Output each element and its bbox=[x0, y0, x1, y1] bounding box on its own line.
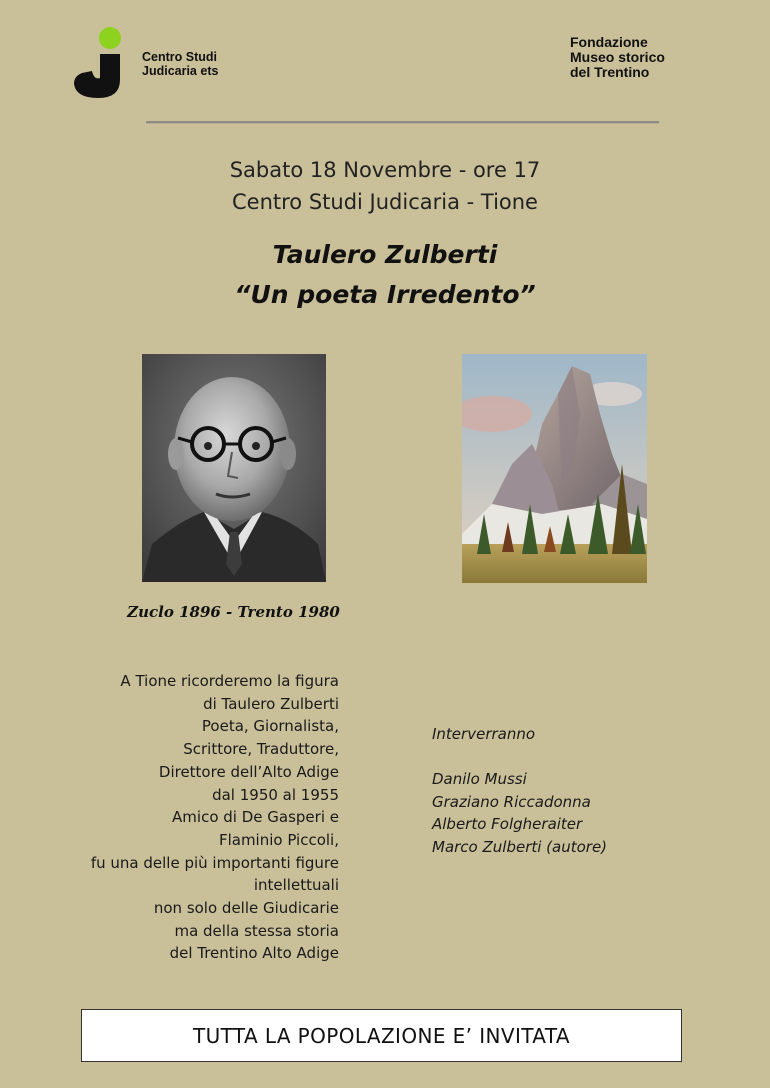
description bbox=[91, 670, 339, 965]
spacer bbox=[432, 746, 607, 769]
speaker-name: Marco Zulberti (autore) bbox=[432, 837, 608, 856]
header-divider bbox=[146, 121, 659, 124]
partner-organization bbox=[570, 35, 665, 80]
title-name: Taulero Zulberti bbox=[272, 240, 498, 269]
description-line: non solo delle Giudicarie bbox=[153, 899, 339, 918]
logo-text bbox=[142, 50, 218, 78]
speaker-name: Danilo Mussi bbox=[432, 770, 527, 788]
invitation-banner bbox=[81, 1009, 682, 1062]
partner-line-3: del Trentino bbox=[570, 64, 650, 80]
description-line: ma della stessa storia bbox=[174, 921, 339, 940]
speakers bbox=[432, 723, 607, 858]
speakers-heading: Interverranno bbox=[432, 725, 536, 743]
description-line: fu una delle più importanti figure bbox=[90, 853, 339, 872]
mountain-illustration bbox=[462, 354, 647, 583]
description-line: di Taulero Zulberti bbox=[203, 694, 339, 713]
title-subtitle: “Un poeta Irredento” bbox=[234, 280, 536, 309]
logo-line-1: Centro Studi bbox=[142, 50, 217, 64]
description-line: intellettuali bbox=[253, 876, 339, 895]
description-line: dal 1950 al 1955 bbox=[212, 785, 339, 804]
judicaria-logo-icon bbox=[72, 26, 126, 98]
mountain-painting bbox=[462, 354, 647, 583]
event-venue: Centro Studi Judicaria - Tione bbox=[232, 190, 538, 214]
logo-line-2: Judicaria ets bbox=[142, 64, 219, 78]
centro-studi-logo bbox=[72, 26, 232, 98]
description-line: Poeta, Giornalista, bbox=[201, 717, 339, 736]
description-line: Flaminio Piccoli, bbox=[218, 830, 339, 849]
portrait-photo bbox=[142, 354, 326, 582]
description-line: Direttore dell’Alto Adige bbox=[158, 762, 339, 781]
speaker-name: Alberto Folgheraiter bbox=[432, 815, 583, 833]
invitation-text: TUTTA LA POPOLAZIONE E’ INVITATA bbox=[193, 1023, 570, 1048]
portrait-caption: Zuclo 1896 - Trento 1980 bbox=[127, 603, 340, 621]
description-line: del Trentino Alto Adige bbox=[169, 944, 339, 963]
partner-line-1: Fondazione bbox=[570, 34, 648, 50]
description-line: Amico di De Gasperi e bbox=[172, 808, 339, 827]
speaker-name: Graziano Riccadonna bbox=[432, 792, 591, 811]
partner-line-2: Museo storico bbox=[570, 49, 665, 65]
description-line: A Tione ricorderemo la figura bbox=[120, 672, 339, 690]
portrait-illustration bbox=[142, 354, 326, 582]
description-line: Scrittore, Traduttore, bbox=[183, 740, 339, 759]
event-date-time: Sabato 18 Novembre - ore 17 bbox=[229, 158, 541, 182]
